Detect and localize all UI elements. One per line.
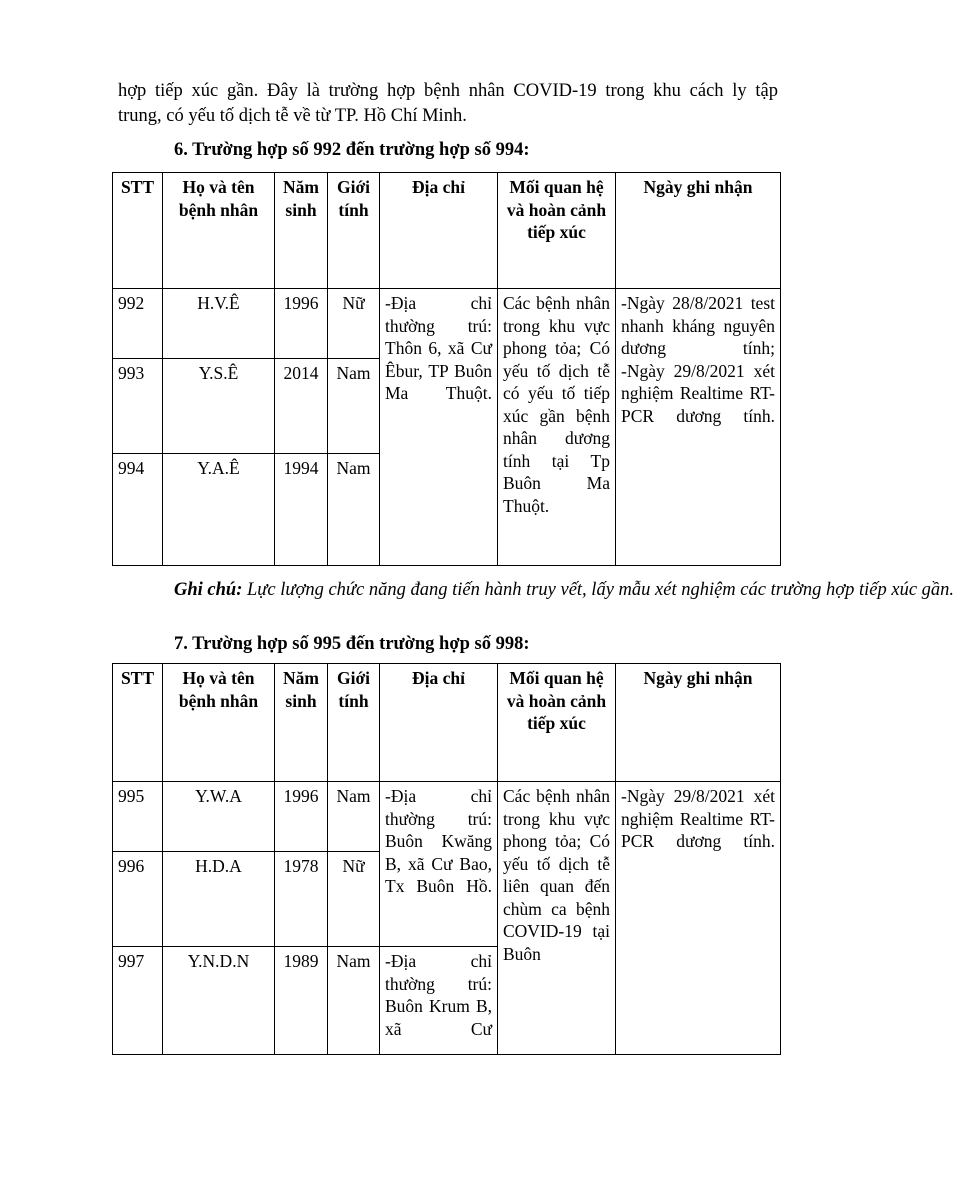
note-line xyxy=(118,578,954,603)
cell-relation: Các bệnh nhân trong khu vực phong tỏa; Có yếu tố dịch tễ liên quan đến chùm ca bệnh COVID-19 tại Buôn xyxy=(498,782,616,1055)
header-date: Ngày ghi nhận xyxy=(616,173,781,289)
note-paragraph xyxy=(118,578,954,603)
header-gender: Giới tính xyxy=(328,664,380,782)
cell-year: 2014 xyxy=(275,359,328,454)
cell-name: Y.N.D.N xyxy=(163,947,275,1055)
header-stt: STT xyxy=(113,664,163,782)
header-relation: Mối quan hệ và hoàn cảnh tiếp xúc xyxy=(498,664,616,782)
cell-gender: Nam xyxy=(328,782,380,852)
intro-line-2: trung, có yếu tố dịch tễ về từ TP. Hồ Chí Minh. xyxy=(118,106,467,126)
cell-relation: Các bệnh nhân trong khu vực phong tỏa; Có yếu tố dịch tễ có yếu tố tiếp xúc gần bệnh nhân dương tính tại Tp Buôn Ma Thuột. xyxy=(498,289,616,566)
cell-date: -Ngày 29/8/2021 xét nghiệm Realtime RT-PCR dương tính. xyxy=(616,782,781,1055)
cell-address: -Địa chỉ thường trú: Thôn 6, xã Cư Êbur, TP Buôn Ma Thuột. xyxy=(380,289,498,566)
header-date: Ngày ghi nhận xyxy=(616,664,781,782)
cell-gender: Nữ xyxy=(328,852,380,947)
cell-year: 1996 xyxy=(275,289,328,359)
section-6-table xyxy=(112,172,781,566)
header-address: Địa chỉ xyxy=(380,173,498,289)
intro-line-1: hợp tiếp xúc gần. Đây là trường hợp bệnh nhân COVID-19 trong khu cách ly tập xyxy=(118,81,778,101)
cell-year: 1996 xyxy=(275,782,328,852)
cell-gender: Nam xyxy=(328,947,380,1055)
cell-gender: Nữ xyxy=(328,289,380,359)
cell-stt: 992 xyxy=(113,289,163,359)
cell-year: 1989 xyxy=(275,947,328,1055)
note-label: Ghi chú: xyxy=(174,580,243,600)
header-name: Họ và tên bệnh nhân xyxy=(163,173,275,289)
cell-stt: 995 xyxy=(113,782,163,852)
cell-name: Y.W.A xyxy=(163,782,275,852)
table-row xyxy=(113,289,781,359)
header-stt: STT xyxy=(113,173,163,289)
table-row xyxy=(113,782,781,852)
table-header-row xyxy=(113,173,781,289)
cell-address: -Địa chỉ thường trú: Buôn Kwăng B, xã Cư Bao, Tx Buôn Hồ. xyxy=(380,782,498,947)
table-header-row xyxy=(113,664,781,782)
date-note-2: -Ngày 29/8/2021 xét nghiệm Realtime RT-PCR dương tính. xyxy=(621,360,775,426)
cell-name: H.D.A xyxy=(163,852,275,947)
cell-date xyxy=(616,289,781,566)
section-7-table xyxy=(112,663,781,1055)
cell-gender: Nam xyxy=(328,359,380,454)
header-year: Năm sinh xyxy=(275,173,328,289)
cell-stt: 996 xyxy=(113,852,163,947)
section-7-heading: 7. Trường hợp số 995 đến trường hợp số 998: xyxy=(174,634,530,654)
header-address: Địa chỉ xyxy=(380,664,498,782)
cell-gender: Nam xyxy=(328,454,380,566)
cell-stt: 993 xyxy=(113,359,163,454)
cell-name: Y.A.Ê xyxy=(163,454,275,566)
header-gender: Giới tính xyxy=(328,173,380,289)
cell-stt: 997 xyxy=(113,947,163,1055)
note-text: Lực lượng chức năng đang tiến hành truy vết, lấy mẫu xét nghiệm các trường hợp tiếp xúc gần. xyxy=(242,580,954,600)
cell-name: H.V.Ê xyxy=(163,289,275,359)
header-year: Năm sinh xyxy=(275,664,328,782)
cell-stt: 994 xyxy=(113,454,163,566)
cell-name: Y.S.Ê xyxy=(163,359,275,454)
header-relation: Mối quan hệ và hoàn cảnh tiếp xúc xyxy=(498,173,616,289)
cell-year: 1978 xyxy=(275,852,328,947)
section-6-heading: 6. Trường hợp số 992 đến trường hợp số 994: xyxy=(174,140,530,160)
cell-year: 1994 xyxy=(275,454,328,566)
cell-address: -Địa chỉ thường trú: Buôn Krum B, xã Cư xyxy=(380,947,498,1055)
date-note-1: -Ngày 28/8/2021 test nhanh kháng nguyên dương tính; xyxy=(621,293,775,358)
header-name: Họ và tên bệnh nhân xyxy=(163,664,275,782)
intro-paragraph xyxy=(118,79,778,129)
